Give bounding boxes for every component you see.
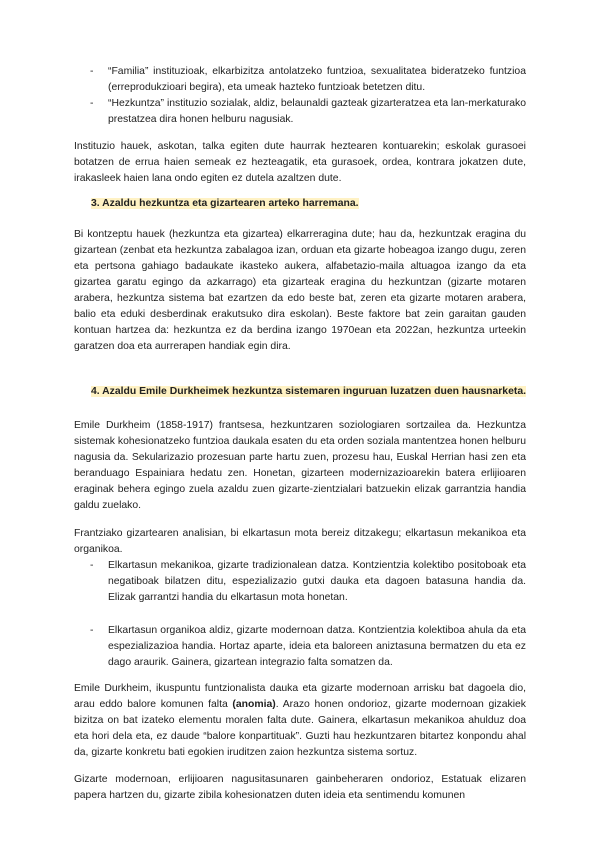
anomia-text-end: . Arazo honen ondorioz, gizarte modernoan gizakiek bizitza on bat izateko elementu moralen falta dute. Gainera, elkartasun mekanikoa ahulduz doa eta hori dela eta, ez daude “balore konpartituak”. Guzti hau hezkuntzaren bitartez konpondu ahal da, gizarte konkretu bati egokien iruditzen zaion hezkuntza sistema sortuz. — [74, 699, 526, 758]
list-item-organic-solidarity: - Elkartasun organikoa aldiz, gizarte modernoan datza. Kontzientzia kolektiboa ahula da eta espezializazioa handia. Hortaz aparte, ideia eta baloreen aniztasuna bermatzen du eta ez dago araurik. Gainera, gizartean integrazio falta somatzen da. — [74, 623, 526, 671]
list-item-mechanical-solidarity: - Elkartasun mekanikoa, gizarte tradizionalean datza. Kontzientzia kolektibo positoboak eta negatiboak bilatzen ditu, espezializazio gutxi dauka eta dagoen batasuna handia da. Elizak garrantzi handia du elkartasun mota honetan. — [74, 558, 526, 606]
list-item-hezkuntza: - “Hezkuntza” instituzio sozialak, aldiz, belaunaldi gazteak gizarteratzea eta lan-merkaturako prestatzea dira honen helburu nagusiak. — [74, 96, 526, 128]
paragraph-education-society: Bi kontzeptu hauek (hezkuntza eta gizartea) elkarreragina dute; hau da, hezkuntzak eragina du gizartean (zenbat eta hezkuntza zabalagoa izan, orduan eta gizarte hobeagoa izango dugu, zeren eta pertsona gahiago badaukate ikasteko aukera, alfabetazio-maila altuagoa izango da eta gizartea garatu egingo da azkarrago) eta gizarteak eragina du hezkuntzan (gizarte motaren arabera, hezkuntza sistema bat ezartzen da edo beste bat, zeren eta gizarte motaren arabera, balio eta eduki desberdinak erakutsuko dira eskolan). Beste faktore bat zein garaitan gauden kontuan hartzea da: hezkuntza ez da berdina izango 1970ean eta 2022an, hezkuntza urteekin garatzen doa eta aurrerapen handiak egin dira. — [74, 229, 526, 352]
list-item-familia: - “Familia” instituzioak, elkarbizitza antolatzeko funtzioa, sexualitatea bideratzeko funtzioa (erreprodukzioari begira), eta umeak hazteko funtzioak betetzen ditu. — [74, 64, 526, 96]
anomia-text-start: Emile Durkheim, ikuspuntu funtzionalista dauka eta gizarte modernoan arrisku bat dagoela dio, arau eddo balore komunen falta — [74, 683, 526, 710]
paragraph-institutions-conflict: Instituzio hauek, askotan, talka egiten dute haurrak heztearen kontuarekin; eskolak gurasoei botatzen de errua haien semeak ez hezteagatik, eta gurasoek, ordea, kontrara jokatzen dute, irakasleek haien lana ondo egiten ez dutela azaltzen dute. — [74, 141, 526, 184]
anomia-term: (anomia) — [232, 699, 276, 710]
question-3-heading — [91, 196, 526, 212]
question-4-heading-text: 4. Azaldu Emile Durkheimek hezkuntza sistemaren inguruan luzatzen duen hausnarketa. — [91, 386, 526, 397]
paragraph-solidarity-types: Frantziako gizartearen analisian, bi elkartasun mota bereiz ditzakegu; elkartasun mekanikoa eta organikoa. — [74, 528, 526, 555]
question-4-heading — [91, 384, 526, 400]
question-3-heading-text: 3. Azaldu hezkuntza eta gizartearen arteko harremana. — [91, 198, 359, 209]
solidarity-list — [74, 558, 526, 671]
paragraph-durkheim-intro: Emile Durkheim (1858-1917) frantsesa, hezkuntzaren soziologiaren sortzailea da. Hezkuntza sistemak kohesionatzeko funtzioa daukala esaten du eta orden soziala mantentzea honen helburu nagusia da. Sekularizazio prozesuan parte hartu zuen, prozesu hau, Euskal Herrian hasi zen eta beranduago Espainiara hedatu zen. Honetan, gizarteen modernizazioarekin batera erlijioaren eraginak behera egingo zuela azaldu zuen gizarte-zientzialari batzuekin elizak garrantzia handia galdu zuelako. — [74, 420, 526, 511]
paragraph-anomia — [74, 681, 526, 761]
paragraph-modern-society: Gizarte modernoan, erlijioaren nagusitasunaren gainbeheraren ondorioz, Estatuak elizaren papera hartzen du, gizarte zibila kohesionatzen duten ideia eta sentimendu komunen — [74, 774, 526, 801]
institutions-list — [74, 64, 526, 128]
document-body — [74, 64, 526, 804]
